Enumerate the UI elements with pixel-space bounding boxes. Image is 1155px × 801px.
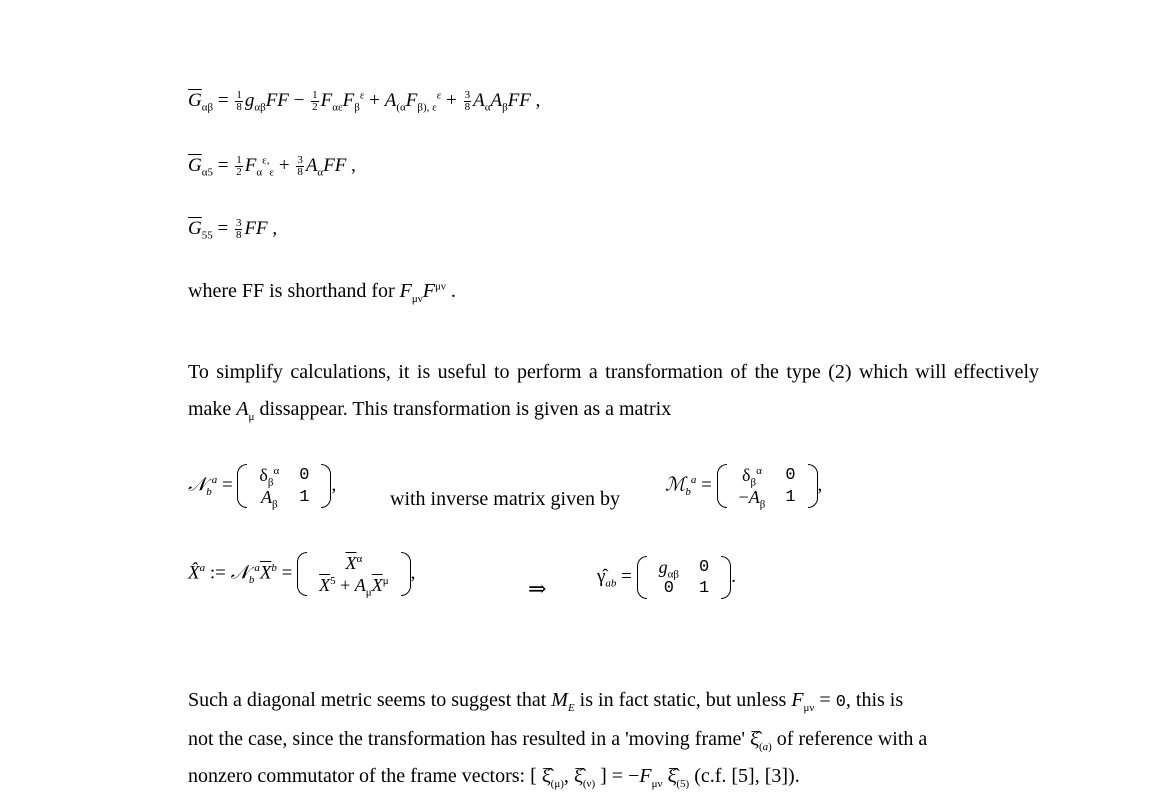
equation-g-alpha-beta: $\overline{G}_{\alpha\beta}$ = $\frac{1}{8}$ $g_{\alpha\beta}FF$ − $\frac{1}{2}$ $F_{\alpha\varepsilon}F_\beta^\varepsilon + A_{(\alpha}F_{\beta), \varepsilon}^\varepsilon$ + $\frac{3}{8}$ $A_\alpha A_\beta FF$ ,: [188, 89, 541, 114]
matrix-n-equation: 𝒩$_b^a$ = $\delta_\beta^\alpha$ 0 $A_\beta$ 1 ,: [188, 465, 337, 511]
matrix-m: $\delta_\beta^\alpha$ 0 $-A_\beta$ 1: [717, 464, 818, 508]
x-hat-equation: X̂$^a$ := $𝒩_b^a\overline{X}^b$ = $\overline{X}^\alpha$ $\overline{X}^5 + A_\mu\overline{X}^\mu$ ,: [188, 553, 416, 599]
matrix-m-equation: ℳ$_b^a$ = $\delta_\beta^\alpha$ 0 $-A_\beta$ 1 ,: [665, 465, 823, 511]
gamma-hat-equation: $\gammâ_{ab}$ = $g_{\alpha\beta}$ 0 0 1 .: [597, 557, 736, 598]
paragraph-transformation: To simplify calculations, it is useful to perform a transformation of the type (2) which will effectively make $A_\mu$ dissappear. This transformation is given as a matrix: [188, 361, 1039, 423]
implies-arrow: ⇒: [528, 576, 547, 601]
where-line: where FF is shorthand for $F_{\mu\nu}F^{\mu\nu}$ .: [188, 280, 456, 305]
paragraph-diagonal-metric: Such a diagonal metric seems to suggest that $M_E$ is in fact static, but unless $F_{\mu\nu} = 0$, this is not the case, since the transformation has resulted in a 'moving frame' $\xî_{(a)}$ of reference with a nonzero commutator of the frame vectors: [ $\xî_{(\mu)}$, $\xî_{(\nu)}$ ] = $-F_{\mu\nu}$ $\xî_{(5)}$ (c.f. [5], [3]).: [188, 689, 928, 790]
x-hat-vector: $\overline{X}^\alpha$ $\overline{X}^5 + A_\mu\overline{X}^\mu$: [297, 552, 410, 596]
equation-g-alpha-5: $\overline{G}_{\alpha 5}$ = $\frac{1}{2}$ $F_\alpha^{\varepsilon,}_\varepsilon$ + $\frac{3}{8}$ $A_\alpha FF$ ,: [188, 154, 356, 179]
gamma-hat-matrix: $g_{\alpha\beta}$ 0 0 1: [637, 556, 732, 599]
inverse-matrix-label: with inverse matrix given by: [390, 488, 620, 510]
equation-g-55: $\overline{G}_{55}$ = $\frac{3}{8}$ FF ,: [188, 217, 278, 242]
matrix-n: $\delta_\beta^\alpha$ 0 $A_\beta$ 1: [237, 464, 331, 508]
